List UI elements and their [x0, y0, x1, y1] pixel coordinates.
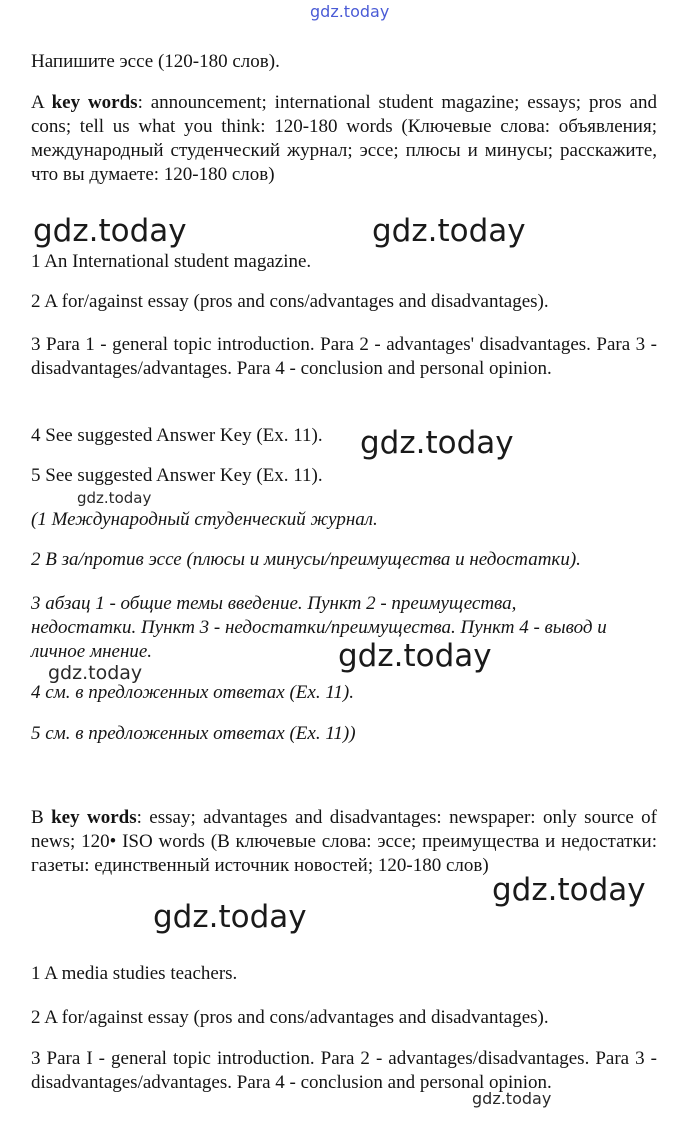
section-a-answer-2: 2 A for/against essay (pros and cons/advantages and disadvantages).: [31, 291, 549, 312]
section-b-answer-1: 1 A media studies teachers.: [31, 963, 238, 984]
watermark-large: gdz.today: [360, 425, 514, 461]
watermark-large: gdz.today: [153, 899, 307, 935]
section-b-letter: B: [31, 807, 44, 828]
section-a-keywords: [31, 91, 657, 187]
section-a-answer-5: 5 See suggested Answer Key (Ex. 11).: [31, 465, 323, 486]
section-b-keywords: [31, 806, 657, 878]
section-a-keywords-label: key words: [51, 92, 138, 113]
task-title: Напишите эссе (120-180 слов).: [31, 51, 280, 72]
watermark-small: gdz.today: [77, 489, 152, 507]
section-a-keywords-text: : announcement; international student magazine; essays; pros and cons; tell us what you think: 120-180 words (Ключевые слова: объявления; международный студенческий журнал; эссе; плюсы и минусы; расскажите, что вы думаете: 120-180 слов): [31, 92, 657, 185]
section-b-keywords-text: : essay; advantages and disadvantages: newspaper: only source of news; 120• ISO words (В ключевые слова: эссе; преимущества и недостатки: газеты: единственный источник новостей; 120-180 слов): [31, 807, 657, 876]
section-a-letter: A: [31, 92, 44, 113]
watermark-small: gdz.today: [472, 1089, 552, 1108]
section-a-translation-4: 4 см. в предложенных ответах (Ex. 11).: [31, 682, 354, 703]
section-a-translation-1: (1 Международный студенческий журнал.: [31, 509, 378, 530]
section-a-answer-1: 1 An International student magazine.: [31, 251, 312, 272]
watermark-large: gdz.today: [33, 213, 187, 249]
section-a-translation-3: 3 абзац 1 - общие темы введение. Пункт 2 - преимущества, недостатки. Пункт 3 - недостатки/преимущества. Пункт 4 - вывод и личное мнение.: [31, 593, 607, 662]
section-a-translation-5: 5 см. в предложенных ответах (Ex. 11)): [31, 723, 356, 744]
section-a-translation-2: 2 В за/против эссе (плюсы и минусы/преимущества и недостатки).: [31, 549, 581, 570]
section-b-answer-2: 2 A for/against essay (pros and cons/advantages and disadvantages).: [31, 1007, 549, 1028]
section-a-answer-3: 3 Para 1 - general topic introduction. Para 2 - advantages' disadvantages. Para 3 - disadvantages/advantages. Para 4 - conclusion and personal opinion.: [31, 334, 657, 379]
section-b-keywords-label: key words: [51, 807, 137, 828]
section-b-answer-3: 3 Para I - general topic introduction. Para 2 - advantages/disadvantages. Para 3 - disadvantages/advantages. Para 4 - conclusion and personal opinion.: [31, 1048, 657, 1093]
watermark-top: gdz.today: [310, 2, 390, 21]
watermark-large: gdz.today: [338, 638, 492, 674]
watermark-large: gdz.today: [372, 213, 526, 249]
section-a-answer-4: 4 See suggested Answer Key (Ex. 11).: [31, 425, 323, 446]
watermark-large: gdz.today: [492, 872, 646, 908]
watermark-small: gdz.today: [48, 662, 143, 684]
